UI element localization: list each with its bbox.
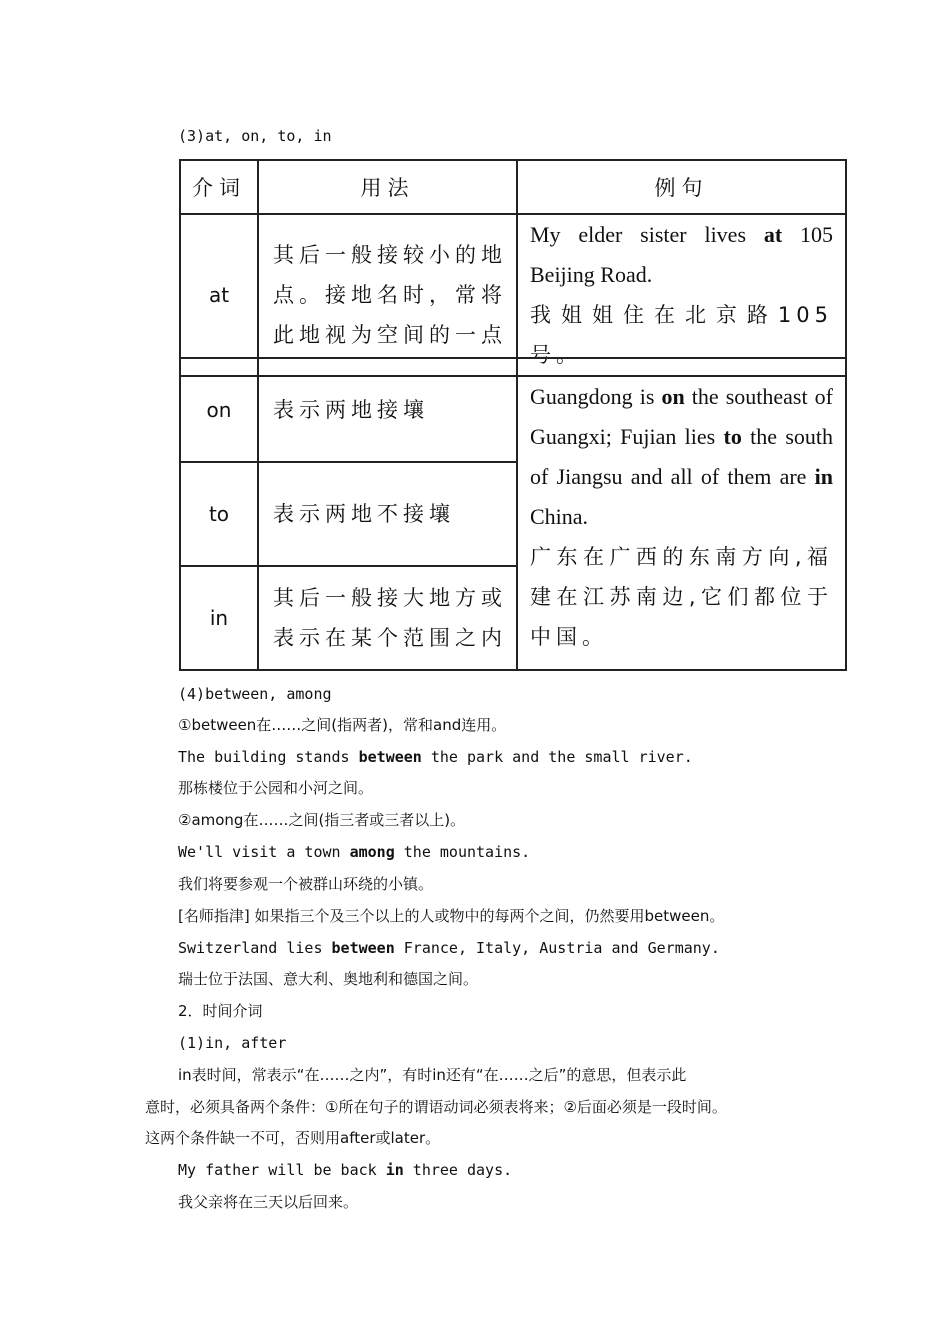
header-preposition: 介词 (180, 160, 258, 214)
merged-en-4: China. (530, 504, 589, 529)
in-example-zh: 我父亲将在三天以后回来。 (178, 1193, 359, 1211)
preposition-table-part1 (179, 159, 847, 377)
header-example: 例句 (517, 160, 846, 214)
word-in: in (180, 566, 258, 670)
in-paragraph-line1: in表时间，常表示“在……之内”，有时in还有“在……之后”的意思，但表示此 (178, 1066, 687, 1084)
among-rule: ②among在……之间(指三者或三者以上)。 (178, 811, 466, 829)
time-prepositions-heading: 2．时间介词 (178, 1002, 263, 1020)
table-row-at (180, 214, 846, 376)
between-example-zh: 那栋楼位于公园和小河之间。 (178, 779, 374, 797)
in-example: My father will be back in three days. (178, 1161, 513, 1179)
usage-on: 表示两地接壤 (258, 358, 517, 462)
usage-to: 表示两地不接壤 (258, 462, 517, 566)
table-row-on (180, 358, 846, 462)
teacher-tip: [名师指津] 如果指三个及三个以上的人或物中的每两个之间，仍然要用between。 (178, 907, 725, 925)
merged-bold-to: to (723, 424, 742, 449)
merged-en-1: Guangdong is (530, 384, 662, 409)
example-at-en: My elder sister lives (530, 222, 764, 247)
preposition-table-part2 (179, 357, 847, 671)
between-example: The building stands between the park and the small river. (178, 748, 693, 766)
usage-at: 其后一般接较小的地点。接地名时，常将此地视为空间的一点 (258, 214, 517, 376)
merged-en-3: the south of Jiangsu and all of them are (530, 424, 833, 489)
word-at: at (180, 214, 258, 376)
table-header-row (180, 160, 846, 214)
section4-heading: (4)between, among (178, 685, 332, 703)
in-paragraph-line2: 意时，必须具备两个条件：①所在句子的谓语动词必须表将来；②后面必须是一段时间。 (145, 1098, 727, 1116)
merged-bold-on: on (661, 384, 685, 409)
among-example: We'll visit a town among the mountains. (178, 843, 531, 861)
merged-zh: 广东在广西的东南方向,福建在江苏南边,它们都位于中国。 (530, 545, 833, 649)
usage-in: 其后一般接大地方或表示在某个范围之内 (258, 566, 517, 670)
example-at-zh: 我姐姐住在北京路105号。 (530, 303, 833, 367)
word-on: on (180, 358, 258, 462)
example-at-en-post: 105 Beijing Road. (530, 222, 833, 287)
between-rule: ①between在……之间(指两者)，常和and连用。 (178, 716, 507, 734)
word-to: to (180, 462, 258, 566)
tip-example: Switzerland lies between France, Italy, Austria and Germany. (178, 939, 720, 957)
header-usage: 用法 (258, 160, 517, 214)
tip-example-zh: 瑞士位于法国、意大利、奥地利和德国之间。 (178, 970, 479, 988)
example-at-bold: at (763, 222, 783, 247)
section3-heading: (3)at, on, to, in (178, 127, 332, 145)
in-after-heading: (1)in, after (178, 1034, 287, 1052)
merged-en-2: the southeast of Guangxi; Fujian lies (530, 384, 833, 449)
in-paragraph-line3: 这两个条件缺一不可，否则用after或later。 (145, 1129, 441, 1147)
merged-bold-in: in (814, 464, 833, 489)
example-on-to-in (517, 358, 846, 670)
among-example-zh: 我们将要参观一个被群山环绕的小镇。 (178, 875, 434, 893)
example-at (517, 214, 846, 376)
